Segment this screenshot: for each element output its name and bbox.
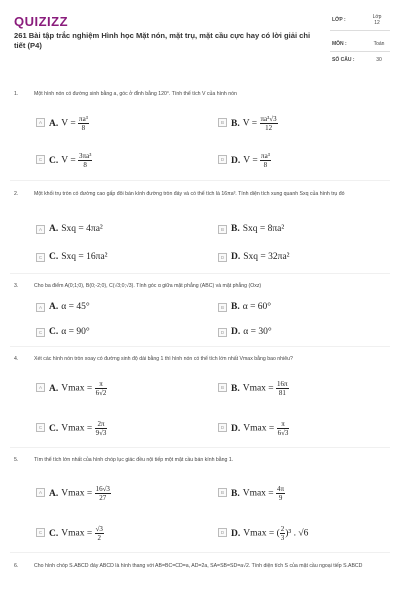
option-letter-box: D (218, 155, 227, 164)
option-expression: Sxq = 32πa² (243, 252, 290, 262)
quizizz-logo: QUIZIZZ (14, 14, 69, 29)
option-letter-box: B (218, 488, 227, 497)
fraction: $\frac{\pi}{6√2}$ (95, 380, 107, 397)
option-label: D. (231, 327, 241, 337)
fraction: $\frac{16√3}{27}$ (95, 485, 110, 502)
fraction: $\frac{2}{3}$ (280, 525, 285, 542)
option-letter-box: A (36, 118, 45, 127)
worksheet-header (0, 0, 400, 70)
option-letter-box: A (36, 225, 45, 234)
option-letter-box: D (218, 253, 227, 262)
fraction: $\frac{\text{πa³√3}}{12}$ (260, 115, 277, 132)
option-label: A. (49, 488, 59, 499)
option-lhs: Vmax = (61, 383, 93, 394)
option-expression: α = 60° (242, 302, 272, 312)
option-label: A. (49, 224, 59, 234)
fraction: $\frac{\text{πa³}}{8}$ (79, 115, 88, 132)
option-lhs: Vmax = (61, 423, 93, 434)
fraction: $\frac{2\pi}{9√3}$ (95, 420, 107, 437)
option-label: D. (231, 423, 241, 434)
option-label: B. (231, 224, 240, 234)
option-lhs: V = (61, 118, 76, 129)
option-expression: Sxq = 16πa² (61, 252, 108, 262)
option-label: B. (231, 383, 240, 394)
option-label: C. (49, 252, 59, 262)
option-label: D. (231, 528, 241, 539)
option-letter-box: B (218, 225, 227, 234)
option-label: D. (231, 155, 241, 166)
divider (330, 30, 390, 31)
divider (10, 273, 390, 274)
subject-value: Toán (373, 41, 385, 47)
option-lhs: Vmax = (242, 383, 274, 394)
divider (330, 51, 390, 52)
question-number: 3. (14, 283, 19, 289)
question-text: Một khối trụ tròn có đường cao gấp đôi bán kính đường tròn đáy và có thể tích là 16πa³. Tính diện tích xung quanh Sxq của hình trụ đó (34, 191, 345, 197)
question-text: Tìm thể tích lớn nhất của hình chóp lục giác đều nội tiếp một mặt cầu bán kính bằng 1. (34, 457, 234, 463)
option-letter-box: B (218, 383, 227, 392)
question-number: 4. (14, 356, 19, 362)
option-label: D. (231, 252, 241, 262)
fraction: $\frac{\pi}{6√3}$ (277, 420, 289, 437)
option-label: B. (231, 118, 240, 129)
option-label: C. (49, 327, 59, 337)
option-letter-box: C (36, 528, 45, 537)
option-lhs: V = (242, 118, 258, 129)
fraction: $\frac{\text{3πa³}}{8}$ (79, 152, 92, 169)
option-label: A. (49, 118, 59, 129)
option-label: B. (231, 302, 240, 312)
option-letter-box: A (36, 383, 45, 392)
question-number: 1. (14, 91, 19, 97)
option-lhs: Vmax = (243, 528, 275, 539)
option-expression: Sxq = 4πa² (61, 224, 103, 234)
question-number: 5. (14, 457, 19, 463)
fraction: $\frac{4\pi}{9}$ (277, 485, 285, 502)
option-letter-box: D (218, 328, 227, 337)
option-letter-box: D (218, 423, 227, 432)
divider (10, 180, 390, 181)
paren-open: ( (276, 528, 280, 539)
class-value: Lớp 12 (372, 14, 382, 26)
option-letter-box: B (218, 303, 227, 312)
option-letter-box: C (36, 423, 45, 432)
question-text: Cho ba điểm A(0;1;0), B(0;-2;0), C(√3;0;√3). Tính góc α giữa mặt phẳng (ABC) và mặt phẳng (Oxz) (34, 283, 262, 289)
option-letter-box: A (36, 488, 45, 497)
option-expression: Sxq = 8πa² (242, 224, 285, 234)
subject-label: MÔN : (332, 41, 347, 47)
option-label: A. (49, 302, 59, 312)
fraction: $\frac{√3}{2}$ (95, 525, 103, 542)
option-letter-box: C (36, 328, 45, 337)
fraction: $\frac{\text{πa³}}{8}$ (261, 152, 270, 169)
option-lhs: Vmax = (61, 488, 93, 499)
option-lhs: Vmax = (243, 423, 275, 434)
power-suffix: )³ . √6 (285, 528, 309, 539)
option-letter-box: C (36, 155, 45, 164)
divider (10, 447, 390, 448)
option-lhs: Vmax = (242, 488, 274, 499)
option-lhs: V = (61, 155, 76, 166)
option-lhs: V = (243, 155, 258, 166)
option-expression: α = 90° (61, 327, 90, 337)
question-text: Xét các hình nón tròn xoay có đường sinh độ dài bằng 1 thì hình nón có thể tích lớn nhất Vmax bằng bao nhiêu? (34, 356, 293, 362)
divider (10, 346, 390, 347)
option-lhs: Vmax = (61, 528, 93, 539)
option-letter-box: C (36, 253, 45, 262)
question-number: 6. (14, 563, 19, 569)
option-label: A. (49, 383, 59, 394)
question-text: Cho hình chóp S.ABCD đáy ABCD là hình thang với AB=BC=CD=a, AD=2a, SA=SB=SD=a√2. Tính diện tích S của mặt cầu ngoại tiếp S.ABCD (34, 563, 363, 569)
option-expression: α = 45° (61, 302, 90, 312)
option-expression: α = 30° (243, 327, 272, 337)
divider (10, 552, 390, 553)
option-letter-box: B (218, 118, 227, 127)
class-label: LỚP : (332, 17, 346, 23)
option-letter-box: D (218, 528, 227, 537)
option-letter-box: A (36, 303, 45, 312)
option-label: B. (231, 488, 240, 499)
option-label: C. (49, 528, 59, 539)
option-label: C. (49, 423, 59, 434)
count-label: SỐ CÂU : (332, 57, 355, 63)
question-number: 2. (14, 191, 19, 197)
fraction: $\frac{16\pi}{81}$ (277, 380, 288, 397)
question-text: Một hình nón có đường sinh bằng a, góc ở đỉnh bằng 120°. Tính thể tích V của hình nón (34, 91, 237, 97)
page-title: 261 Bài tập trắc nghiệm Hình học Mặt nón, mặt trụ, mặt cầu cực hay có lời giải chi tiết (P4) (14, 31, 311, 50)
count-value: 30 (376, 57, 382, 63)
option-label: C. (49, 155, 59, 166)
